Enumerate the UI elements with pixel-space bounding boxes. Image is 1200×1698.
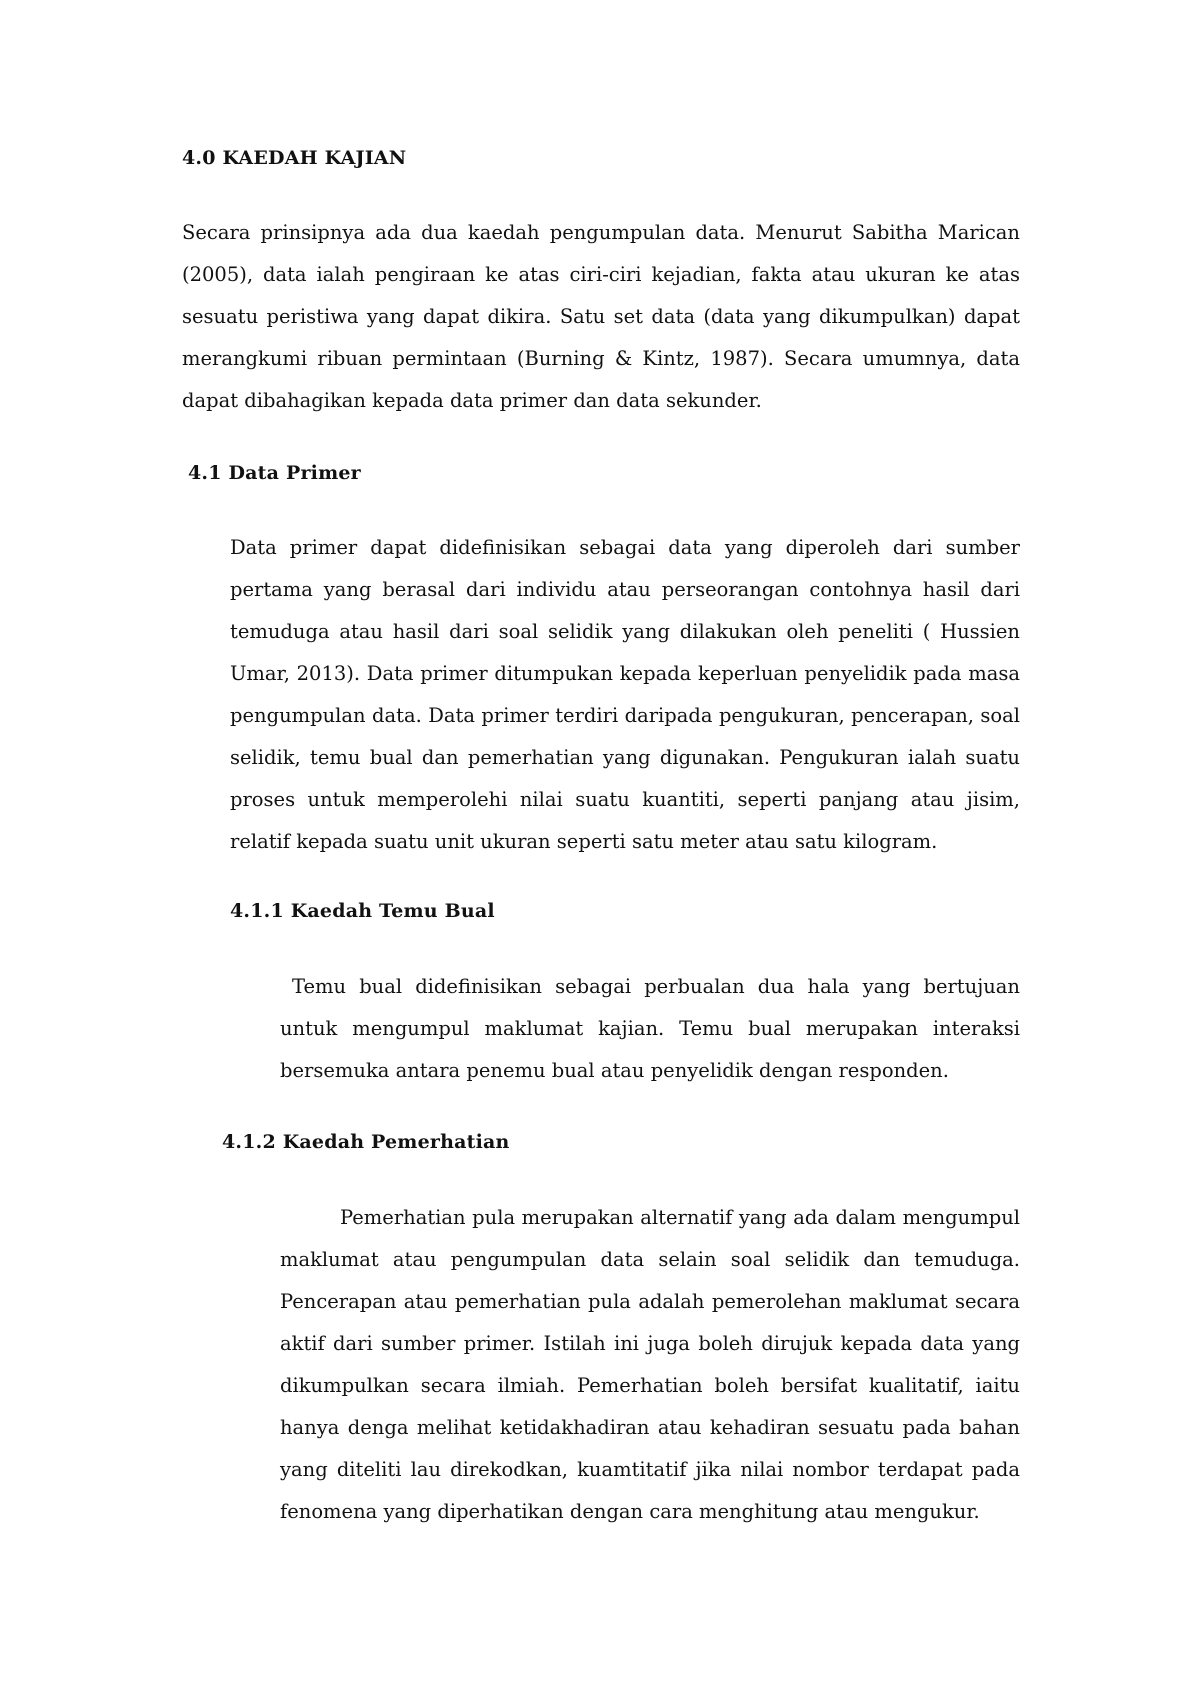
section-heading-4-1-1: 4.1.1 Kaedah Temu Bual [230, 900, 495, 922]
section-paragraph-4-1: Data primer dapat didefinisikan sebagai data yang diperoleh dari sumber pertama yang berasal dari individu atau perseorangan contohnya hasil dari temuduga atau hasil dari soal selidik yang dilakukan oleh peneliti ( Hussien Umar, 2013). Data primer ditumpukan kepada keperluan penyelidik pada masa pengumpulan data. Data primer terdiri daripada pengukuran, pencerapan, soal selidik, temu bual dan pemerhatian yang digunakan. Pengukuran ialah suatu proses untuk memperolehi nilai suatu kuantiti, seperti panjang atau jisim, relatif kepada suatu unit ukuran seperti satu meter atau satu kilogram. [230, 536, 1020, 853]
section-paragraph-4-1-2: Pemerhatian pula merupakan alternatif yang ada dalam mengumpul maklumat atau pengumpulan data selain soal selidik dan temuduga. Pencerapan atau pemerhatian pula adalah pemerolehan maklumat secara aktif dari sumber primer. Istilah ini juga boleh dirujuk kepada data yang dikumpulkan secara ilmiah. Pemerhatian boleh bersifat kualitatif, iaitu hanya denga melihat ketidakhadiran atau kehadiran sesuatu pada bahan yang diteliti lau direkodkan, kuamtitatif jika nilai nombor terdapat pada fenomena yang diperhatikan dengan cara menghitung atau mengukur. [280, 1206, 1020, 1523]
section-paragraph-4-1-1: Temu bual didefinisikan sebagai perbualan dua hala yang bertujuan untuk mengumpul maklumat kajian. Temu bual merupakan interaksi bersemuka antara penemu bual atau penyelidik dengan responden. [280, 975, 1020, 1082]
section-heading-4-0: 4.0 KAEDAH KAJIAN [182, 147, 407, 169]
section-paragraph-4-0: Secara prinsipnya ada dua kaedah pengumpulan data. Menurut Sabitha Marican (2005), data ialah pengiraan ke atas ciri-ciri kejadian, fakta atau ukuran ke atas sesuatu peristiwa yang dapat dikira. Satu set data (data yang dikumpulkan) dapat merangkumi ribuan permintaan (Burning & Kintz, 1987). Secara umumnya, data dapat dibahagikan kepada data primer dan data sekunder. [182, 221, 1020, 412]
section-heading-4-1-2: 4.1.2 Kaedah Pemerhatian [222, 1131, 510, 1153]
section-heading-4-1: 4.1 Data Primer [188, 462, 361, 484]
